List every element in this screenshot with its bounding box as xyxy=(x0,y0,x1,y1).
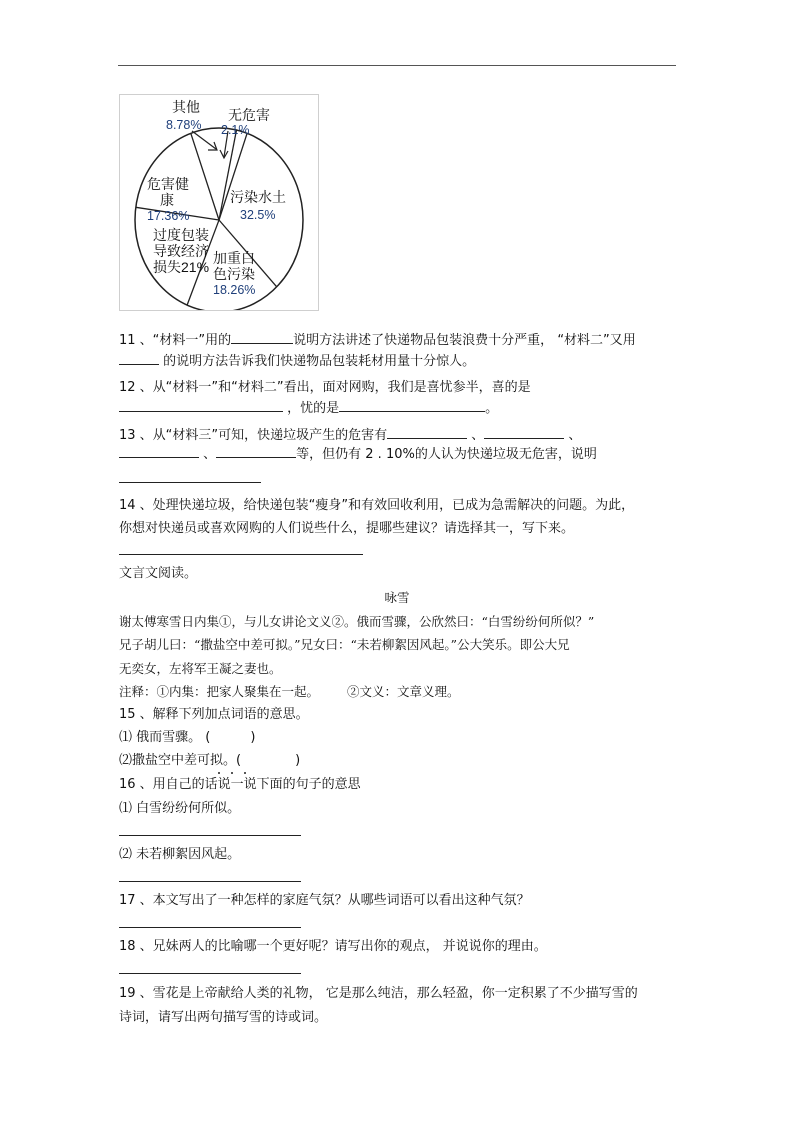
q12-line1: 12 、从“材料一”和“材料二”看出，面对网购，我们是喜忧参半，喜的是 xyxy=(119,380,531,395)
q15-item1-close: ) xyxy=(250,730,256,745)
note-b: ②文义：文章义理。 xyxy=(347,684,460,699)
q15-item2 xyxy=(119,752,300,770)
passage-notes xyxy=(119,683,460,701)
q12-line2 xyxy=(119,399,498,418)
q13-blank4[interactable] xyxy=(216,445,296,458)
label-health-pct: 17.36% xyxy=(147,209,190,223)
q16-stem: 16 、用自己的话说一说下面的句子的意思 xyxy=(119,777,361,792)
q19-line1: 19 、雪花是上帝献给人类的礼物， 它是那么纯洁，那么轻盈，你一定积累了不少描写雪的 xyxy=(119,986,638,1001)
q11-text-a: 11 、“材料一”用的 xyxy=(119,333,232,348)
label-none-pct: 2.1% xyxy=(221,123,250,137)
q11-text-c: “材料二”又用 xyxy=(557,333,636,348)
q13-line2 xyxy=(119,445,597,464)
q16-item2: ⑵ 未若柳絮因风起。 xyxy=(119,847,241,862)
q13-text-a: 13 、从“材料三”可知，快递垃圾产生的危害有 xyxy=(119,428,388,443)
q11-blank1[interactable] xyxy=(231,331,293,344)
q17-answer-line[interactable] xyxy=(119,927,301,928)
q16-item1: ⑴ 白雪纷纷何所似。 xyxy=(119,801,241,816)
passage-line1: 谢太傅寒雪日内集①，与儿女讲论文义②。俄而雪骤，公欣然曰：“白雪纷纷何所似？” xyxy=(119,614,595,629)
q12-text-b: ，忧的是 xyxy=(283,401,340,416)
label-soil-pct: 32.5% xyxy=(240,208,276,222)
section-heading: 文言文阅读。 xyxy=(119,566,198,581)
emphasis-dot xyxy=(231,772,233,774)
label-none-name: 无危害 xyxy=(228,107,270,123)
note-a: 注释：①内集：把家人聚集在一起。 xyxy=(119,684,320,699)
passage-line3: 无奕女，左将军王凝之妻也。 xyxy=(119,661,282,676)
q13-blank1[interactable] xyxy=(387,426,467,439)
passage-line2: 兄子胡儿曰：“撒盐空中差可拟。”兄女曰：“未若柳絮因风起。”公大笑乐。即公大兄 xyxy=(119,637,570,652)
q17: 17 、本文写出了一种怎样的家庭气氛？从哪些词语可以看出这种气氛？ xyxy=(119,893,530,908)
q13-blank3[interactable] xyxy=(119,445,199,458)
label-pack-l1: 过度包装 xyxy=(153,227,209,243)
label-pack-l2: 导致经济 xyxy=(153,243,209,259)
label-soil-name: 污染水土 xyxy=(230,189,286,205)
label-pack-l3: 损失21% xyxy=(153,259,210,275)
q15-item1-text: ⑴ 俄而雪骤。 ( xyxy=(119,730,211,745)
q11-text-d: 的说明方法告诉我们快递物品包装耗材用量十分惊人。 xyxy=(159,354,476,369)
pie-chart xyxy=(120,95,318,310)
pie-chart-frame xyxy=(119,94,319,311)
q11-line1 xyxy=(119,331,636,350)
emphasis-dot xyxy=(218,772,220,774)
q14-answer-line[interactable] xyxy=(119,554,363,555)
q13-blank2[interactable] xyxy=(484,426,564,439)
q12-blank2[interactable] xyxy=(339,399,485,412)
q11-line2 xyxy=(119,352,475,371)
q14-line1: 14 、处理快递垃圾，给快递包装“瘦身”和有效回收利用，已成为急需解决的问题。为此， xyxy=(119,498,635,513)
q11-blank2[interactable] xyxy=(119,352,159,365)
q15-stem: 15 、解释下列加点词语的意思。 xyxy=(119,707,309,722)
header-rule xyxy=(118,65,676,66)
q12-blank1[interactable] xyxy=(119,399,283,412)
q13-sep1: 、 xyxy=(467,428,485,443)
q16-answer-line2[interactable] xyxy=(119,881,301,882)
label-other-name: 其他 xyxy=(172,99,200,115)
q13-sep3: 、 xyxy=(199,447,217,462)
q18: 18 、兄妹两人的比喻哪一个更好呢？请写出你的观点， 并说说你的理由。 xyxy=(119,939,547,954)
q12-text-c: 。 xyxy=(485,401,499,416)
label-health-l2: 康 xyxy=(160,192,174,208)
q13-text-b: 等，但仍有 2 . 10%的人认为快递垃圾无危害，说明 xyxy=(296,447,597,462)
label-health-l1: 危害健 xyxy=(147,176,189,192)
q15-item1 xyxy=(119,729,255,747)
poem-title: 咏雪 xyxy=(384,590,410,605)
label-white-pct: 18.26% xyxy=(213,283,256,297)
q18-answer-line[interactable] xyxy=(119,973,301,974)
label-other-pct: 8.78% xyxy=(166,118,202,132)
label-white-l2: 色污染 xyxy=(213,266,255,282)
q15-item2-text: ⑵撒盐空中差可拟。( xyxy=(119,753,242,768)
q14-line2: 你想对快递员或喜欢网购的人们说些什么，提哪些建议？请选择其一，写下来。 xyxy=(119,521,575,536)
q16-answer-line1[interactable] xyxy=(119,835,301,836)
emphasis-dot xyxy=(244,772,246,774)
q13-sep2: 、 xyxy=(564,428,582,443)
q19-line2: 诗词，请写出两句描写雪的诗或词。 xyxy=(119,1010,328,1025)
q13-line1 xyxy=(119,426,581,445)
q13-answer-line[interactable] xyxy=(119,482,261,483)
q15-item2-close: ) xyxy=(295,753,301,768)
label-white-l1: 加重白 xyxy=(213,250,255,266)
q11-text-b: 说明方法讲述了快递物品包装浪费十分严重， xyxy=(293,333,554,348)
